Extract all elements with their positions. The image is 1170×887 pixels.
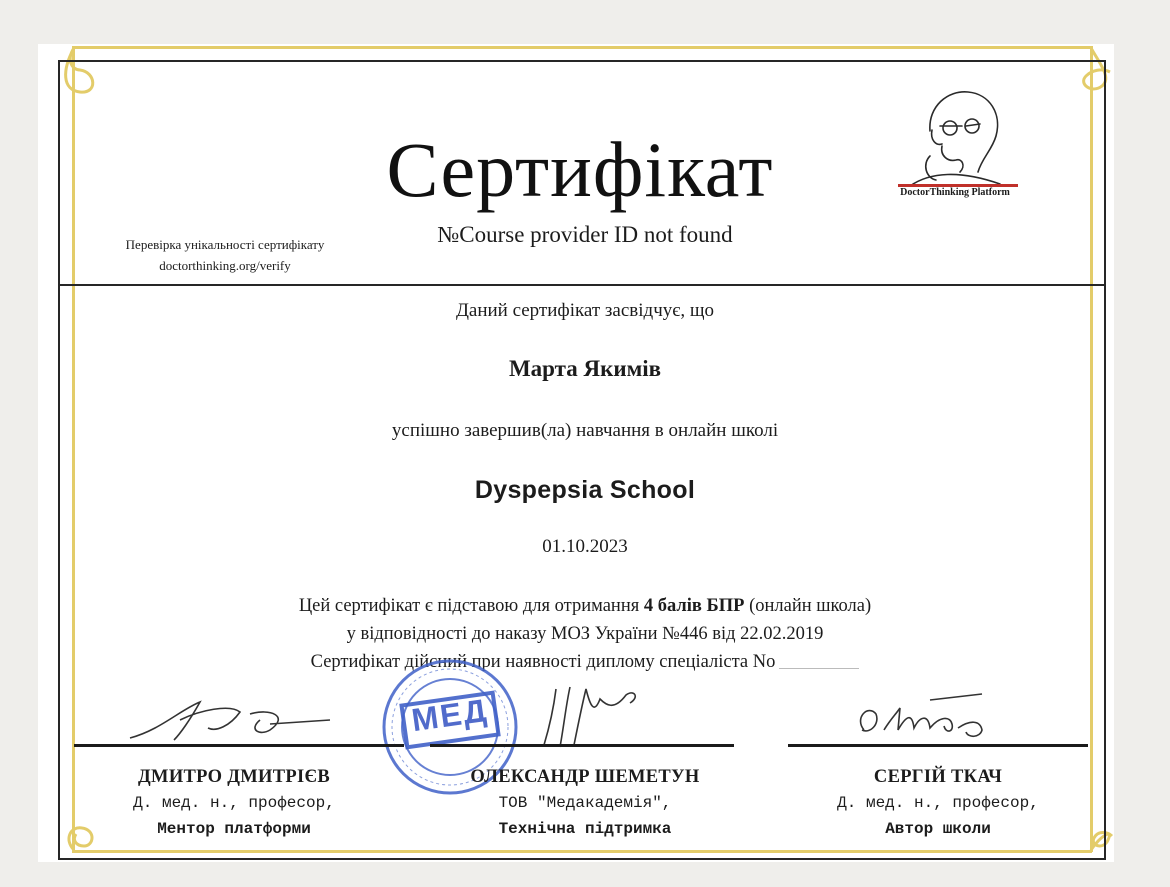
school-name: Dyspepsia School xyxy=(474,476,696,504)
signature-dmytriiev xyxy=(120,690,340,750)
diploma-number-blank xyxy=(779,668,859,669)
stamp-text: МЕД xyxy=(409,691,491,739)
signatory-2 xyxy=(430,764,740,842)
statement-line-2: у відповідності до наказу МОЗ України №446 від 22.02.2019 xyxy=(346,624,824,644)
verify-label: Перевірка унікальності сертифікату xyxy=(125,237,325,252)
signatory-1 xyxy=(84,764,384,842)
signature-shemetun xyxy=(530,675,650,755)
signatory-3-name: СЕРГІЙ ТКАЧ xyxy=(873,767,1003,787)
header-divider xyxy=(58,284,1106,286)
statement-block xyxy=(140,592,1030,676)
recipient-name: Марта Якимів xyxy=(508,356,662,381)
certificate-title: Сертифікат xyxy=(386,126,774,213)
signatory-2-title: ТОВ "Медакадемія", xyxy=(498,794,672,812)
signatory-1-title: Д. мед. н., професор, xyxy=(133,794,335,812)
signature-tkach xyxy=(850,690,1010,750)
verify-url: doctorthinking.org/verify xyxy=(159,258,291,273)
signatory-2-name: ОЛЕКСАНДР ШЕМЕТУН xyxy=(470,767,700,787)
verify-block xyxy=(80,234,370,276)
signature-line-center xyxy=(430,744,734,747)
issue-date: 01.10.2023 xyxy=(542,536,628,557)
signatory-1-name: ДМИТРО ДМИТРІЄВ xyxy=(138,767,330,787)
signatory-2-role: Технічна підтримка xyxy=(498,820,672,838)
signatory-1-role: Ментор платформи xyxy=(157,820,311,838)
statement-line-1: Цей сертифікат є підставою для отримання 4 балів БПР (онлайн школа) xyxy=(298,596,872,616)
completion-text: успішно завершив(ла) навчання в онлайн школі xyxy=(391,420,779,441)
signatory-3 xyxy=(788,764,1088,842)
signatory-3-role: Автор школи xyxy=(885,820,991,838)
logo-caption: DoctorThinking Platform xyxy=(900,187,1010,198)
signatory-3-title: Д. мед. н., професор, xyxy=(837,794,1039,812)
thinker-face-icon xyxy=(870,86,1050,196)
signature-line-right xyxy=(788,744,1088,747)
intro-text: Даний сертифікат засвідчує, що xyxy=(455,300,715,321)
statement-line-3: Сертифікат дійсний при наявності диплому спеціаліста No xyxy=(140,648,1030,676)
certificate-number: №Course provider ID not found xyxy=(437,222,733,247)
signature-line-left xyxy=(74,744,404,747)
credit-points: 4 балів БПР xyxy=(643,596,745,616)
